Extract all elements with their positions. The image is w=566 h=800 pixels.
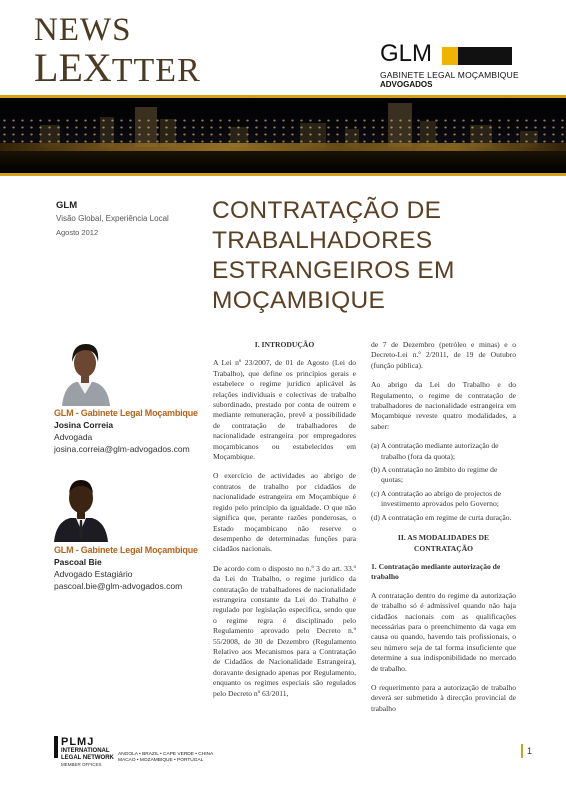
- meta-tagline: Visão Global, Experiência Local: [56, 214, 169, 223]
- author-role: Advogado Estagiário: [54, 569, 133, 579]
- city-skyline-banner: [0, 98, 566, 173]
- glm-logo-word: GLM: [380, 40, 433, 67]
- paragraph: A contratação dentro do regime da autorização de trabalho só é admissível quando não haja cidadãos nacionais com as qualificações necessárias para o preenchimento da vaga em causa ou quando, havendo tais profissionais, o seu número seja de tal forma insuficiente que determine a sua indisponibilidade no mercado de trabalho.: [371, 590, 516, 673]
- section-title-introducao: I. INTRODUÇÃO: [254, 340, 315, 349]
- author-name: Josina Correia: [54, 420, 114, 430]
- firm-type-line: ADVOGADOS: [380, 80, 433, 89]
- newsletter-title-news: NEWS: [34, 12, 132, 48]
- list-item: (d) A contratação em regime de curta duração.: [371, 512, 512, 522]
- paragraph: de 7 de Dezembro (petróleo e minas) e o Decreto-Lei n.º 2/2011, de 19 de Outubro (função pública).: [371, 340, 516, 370]
- newsletter-title-lexter: LEXTTER: [34, 45, 201, 90]
- author-name: Pascoal Bie: [54, 557, 102, 567]
- paragraph: A Lei nº 23/2007, de 01 de Agosto (Lei do Trabalho), que define os princípios gerais e estabelece o regime jurídico aplicável às relações individuais e colectivas de trabalho subordinado, prestado por conta de outrem e mediante remuneração, prevê a possibilidade de contratação de trabalhadores de nacionalidade estrangeira por empregadores moçambicanos ou estabelecidos em Moçambique.: [213, 358, 356, 462]
- paragraph: O requerimento para a autorização de trabalho deverá ser submetido à direcção provincial de trabalho: [371, 682, 516, 713]
- author-email[interactable]: pascoal.bie@glm-advogados.com: [54, 581, 183, 591]
- glm-logo: [380, 40, 519, 89]
- article-column-2: [371, 340, 516, 723]
- network-name: PLMJ: [61, 736, 95, 748]
- author-org: GLM - Gabinete Legal Moçambique: [54, 545, 198, 555]
- paragraph: Ao abrigo da Lei do Trabalho e do Regulamento, o regime de contratação de trabalhadores de nacionalidade estrangeira em Moçambique reveste quatro modalidades, a saber:: [371, 380, 516, 431]
- meta-firm: GLM: [56, 200, 78, 211]
- article-column-1: [213, 340, 356, 708]
- plmj-network-logo: PLMJ INTERNATIONAL LEGAL NETWORK MEMBER OFFICES ANGOLA • BRAZIL • CAPE VERDE • CHINA MACAO • MOZAMBIQUE • PORTUGAL: [54, 736, 114, 768]
- author-photo-pascoal: [52, 470, 110, 542]
- masthead: [0, 0, 566, 100]
- author-email[interactable]: josina.correia@glm-advogados.com: [54, 444, 190, 454]
- article-headline: CONTRATAÇÃO DE TRABALHADORES ESTRANGEIROS EM MOÇAMBIQUE: [212, 197, 455, 314]
- author-card-josina: [54, 408, 198, 454]
- paragraph: De acordo com o disposto no n.º 3 do art. 33.º da Lei do Trabalho, o regime jurídico da contratação de trabalhadores de nacionalidade estrangeira constante da Lei do Trabalho é regulado por legislação específica, sendo que o regime regra é disciplinado pelo Regulamento aprovado pelo Decreto n.º 55/2008, de 30 de Dezembro (Regulamento Relativo aos Mecanismos para a Contratação de Cidadãos de Nacionalidade Estrangeira), doravante designado apenas por Regulamento, enquanto os regimes especiais são regulados pelo Decreto nº 63/2011,: [213, 563, 356, 698]
- banner-gold-rule: [0, 173, 566, 176]
- issue-meta: [56, 200, 169, 237]
- subsection-title: 1. Contratação mediante autorização de trabalho: [371, 561, 501, 582]
- section-title-modalidades: II. AS MODALIDADES DE CONTRATAÇÃO: [397, 533, 490, 553]
- page-number: 1: [521, 744, 532, 758]
- list-item: (b) A contratação no âmbito do regime de quotas;: [371, 465, 498, 485]
- paragraph: O exercício de actividades ao abrigo de contratos de trabalho por cidadãos de nacionalidade estrangeira em Moçambique é regido pelo princípio da igualdade. O que não significa que, perante razões ponderosas, o Estado moçambicano não reserve o desempenho de determinadas funções para cidadãos nacionais.: [213, 471, 356, 554]
- author-org: GLM - Gabinete Legal Moçambique: [54, 408, 198, 418]
- author-card-pascoal: [54, 545, 198, 591]
- list-item: (c) A contratação ao abrigo de projectos de investimento aprovados pelo Governo;: [371, 488, 502, 509]
- author-photo-josina: [58, 336, 112, 406]
- network-countries: ANGOLA • BRAZIL • CAPE VERDE • CHINA MACAO • MOZAMBIQUE • PORTUGAL: [118, 752, 214, 763]
- author-role: Advogada: [54, 432, 93, 442]
- logo-gold-block: [442, 47, 458, 65]
- meta-date: Agosto 2012: [56, 228, 99, 237]
- plmj-logo-mark: [54, 736, 58, 758]
- list-item: (a) A contratação mediante autorização de trabalho (fora da quota);: [371, 441, 499, 461]
- logo-black-bar: [458, 47, 512, 65]
- firm-name-line: GABINETE LEGAL MOÇAMBIQUE: [380, 70, 519, 80]
